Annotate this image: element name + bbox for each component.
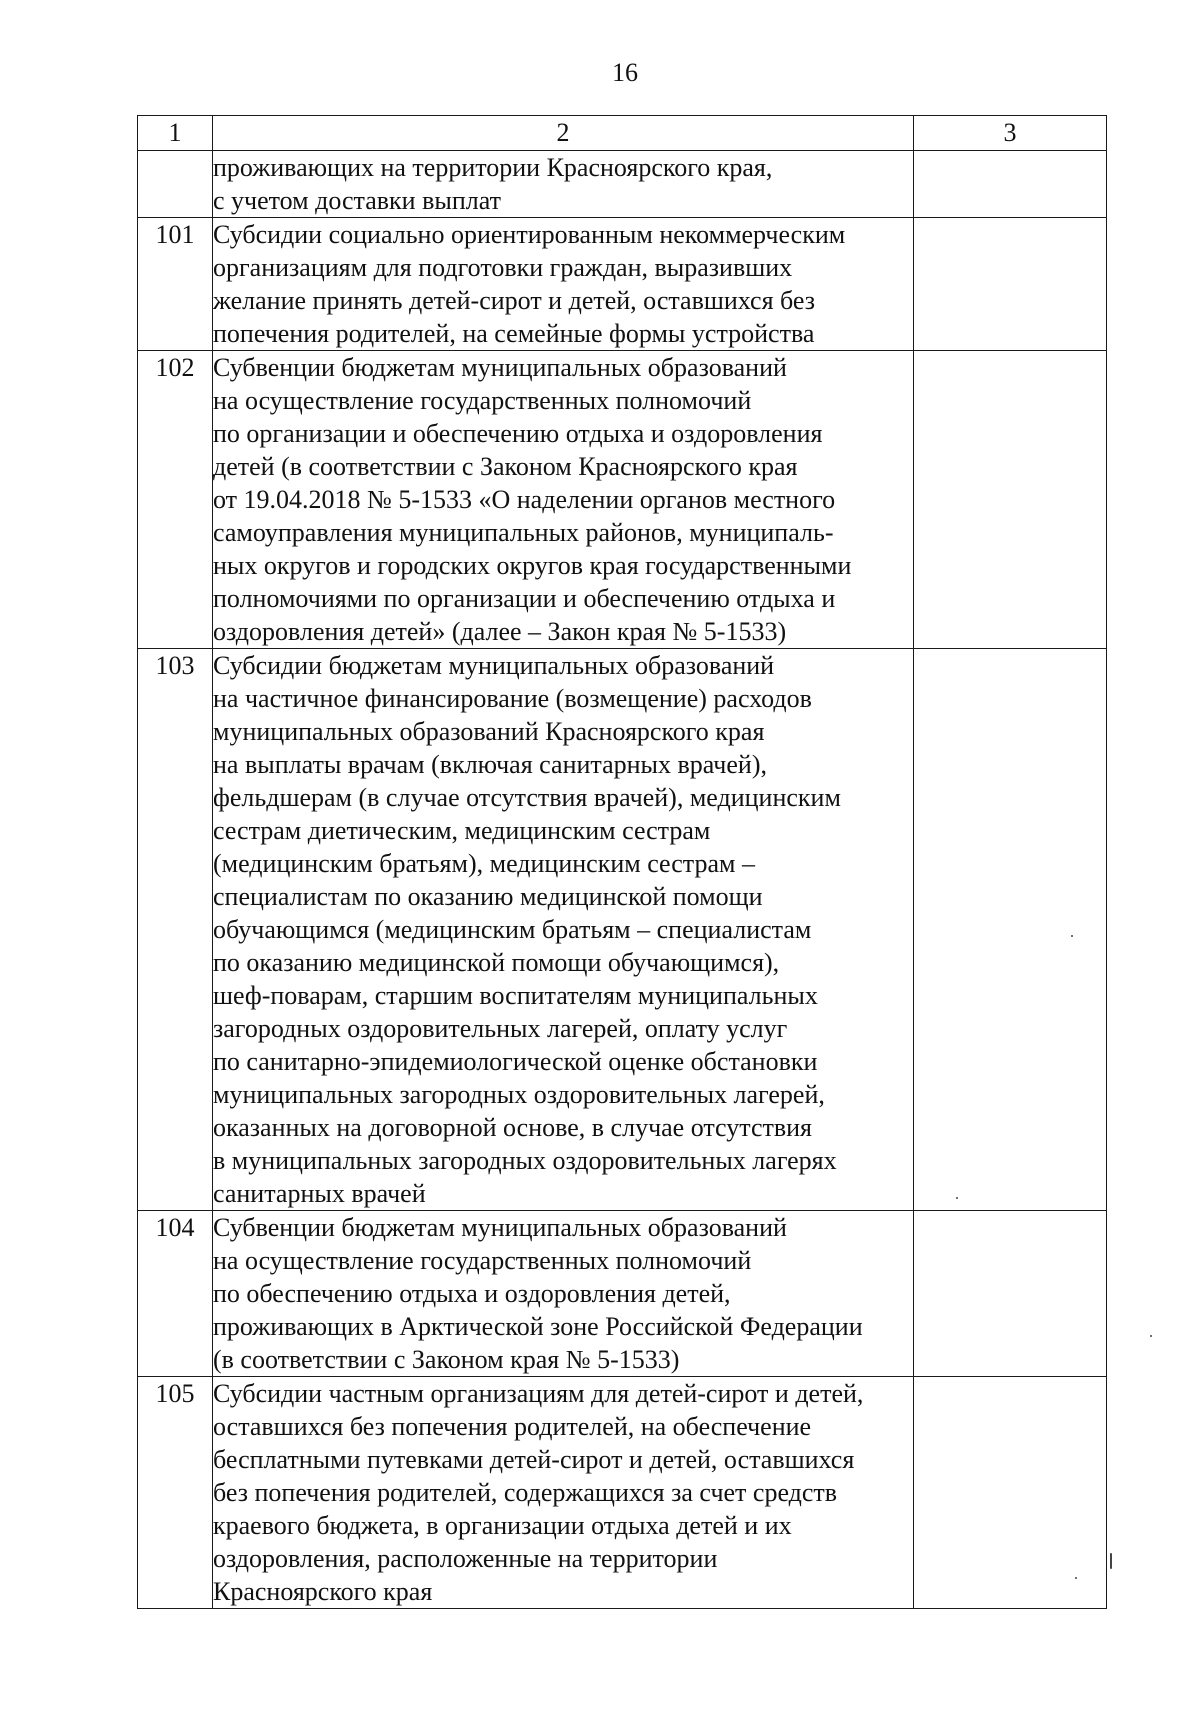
description-line: (в соответствии с Законом края № 5-1533) — [213, 1345, 680, 1374]
row-description — [213, 649, 914, 1211]
description-line: самоуправления муниципальных районов, муниципаль- — [213, 518, 834, 547]
description-line: по санитарно-эпидемиологической оценке обстановки — [213, 1047, 818, 1076]
description-line: по организации и обеспечению отдыха и оздоровления — [213, 419, 823, 448]
description-line: проживающих в Арктической зоне Российской Федерации — [213, 1312, 863, 1341]
row-description — [213, 351, 914, 649]
description-line: сестрам диетическим, медицинским сестрам — [213, 816, 711, 845]
row-description — [213, 1377, 914, 1609]
description-line: загородных оздоровительных лагерей, оплату услуг — [213, 1014, 788, 1043]
description-line: оздоровления детей» (далее – Закон края № 5-1533) — [213, 617, 787, 646]
description-line: Субсидии частным организациям для детей-сирот и детей, — [213, 1379, 864, 1408]
description-line: от 19.04.2018 № 5-1533 «О наделении органов местного — [213, 485, 836, 514]
description-line: специалистам по оказанию медицинской помощи — [213, 882, 763, 911]
row-col-3 — [914, 351, 1107, 649]
description-line: оказанных на договорной основе, в случае отсутствия — [213, 1113, 812, 1142]
description-line: оставшихся без попечения родителей, на обеспечение — [213, 1412, 812, 1441]
row-number: 101 — [138, 218, 213, 351]
table-row — [138, 218, 1107, 351]
description-line: ных округов и городских округов края государственными — [213, 551, 852, 580]
row-number: 103 — [138, 649, 213, 1211]
description-line: оздоровления, расположенные на территории — [213, 1544, 718, 1573]
row-number: 102 — [138, 351, 213, 649]
row-description — [213, 218, 914, 351]
description-line: шеф-поварам, старшим воспитателям муниципальных — [213, 981, 818, 1010]
description-line: проживающих на территории Красноярского края, — [213, 153, 773, 182]
description-line: санитарных врачей — [213, 1179, 426, 1208]
description-line: Субвенции бюджетам муниципальных образований — [213, 353, 787, 382]
description-line: Субсидии социально ориентированным некоммерческим — [213, 220, 846, 249]
table-header-row — [138, 116, 1107, 151]
row-number: 105 — [138, 1377, 213, 1609]
description-line: на осуществление государственных полномочий — [213, 386, 752, 415]
row-col-3 — [914, 218, 1107, 351]
description-line: обучающимся (медицинским братьям – специалистам — [213, 915, 812, 944]
description-line: фельдшерам (в случае отсутствия врачей), медицинским — [213, 783, 841, 812]
row-col-3 — [914, 649, 1107, 1211]
row-description — [213, 151, 914, 218]
scan-speck — [1110, 1553, 1112, 1569]
scan-speck — [1150, 1335, 1152, 1337]
document-table — [137, 115, 1107, 1609]
table-row — [138, 351, 1107, 649]
description-line: на частичное финансирование (возмещение) расходов — [213, 684, 812, 713]
table-body — [138, 116, 1107, 1609]
description-line: бесплатными путевками детей-сирот и детей, оставшихся — [213, 1445, 855, 1474]
description-line: без попечения родителей, содержащихся за счет средств — [213, 1478, 838, 1507]
description-line: краевого бюджета, в организации отдыха детей и их — [213, 1511, 792, 1540]
description-line: желание принять детей-сирот и детей, оставшихся без — [213, 286, 816, 315]
table-row — [138, 649, 1107, 1211]
scan-speck — [1075, 1577, 1077, 1579]
header-col-2: 2 — [213, 116, 914, 151]
description-line: организациям для подготовки граждан, выразивших — [213, 253, 793, 282]
table-row — [138, 1377, 1107, 1609]
description-line: детей (в соответствии с Законом Красноярского края — [213, 452, 798, 481]
description-line: в муниципальных загородных оздоровительных лагерях — [213, 1146, 837, 1175]
row-col-3 — [914, 1377, 1107, 1609]
description-line: с учетом доставки выплат — [213, 186, 501, 215]
description-line: муниципальных загородных оздоровительных лагерей, — [213, 1080, 825, 1109]
header-col-3: 3 — [914, 116, 1107, 151]
description-line: по обеспечению отдыха и оздоровления детей, — [213, 1279, 731, 1308]
row-col-3 — [914, 151, 1107, 218]
row-number — [138, 151, 213, 218]
scan-speck — [1071, 935, 1073, 937]
row-col-3 — [914, 1211, 1107, 1377]
table-row — [138, 151, 1107, 218]
row-description — [213, 1211, 914, 1377]
header-col-1: 1 — [138, 116, 213, 151]
scan-speck — [956, 1197, 958, 1199]
description-line: на осуществление государственных полномочий — [213, 1246, 752, 1275]
description-line: полномочиями по организации и обеспечению отдыха и — [213, 584, 836, 613]
description-line: Красноярского края — [213, 1577, 433, 1606]
table-row — [138, 1211, 1107, 1377]
description-line: попечения родителей, на семейные формы устройства — [213, 319, 815, 348]
description-line: на выплаты врачам (включая санитарных врачей), — [213, 750, 767, 779]
description-line: (медицинским братьям), медицинским сестрам – — [213, 849, 755, 878]
description-line: муниципальных образований Красноярского края — [213, 717, 765, 746]
description-line: Субвенции бюджетам муниципальных образований — [213, 1213, 787, 1242]
description-line: Субсидии бюджетам муниципальных образований — [213, 651, 775, 680]
description-line: по оказанию медицинской помощи обучающимся), — [213, 948, 780, 977]
page-number: 16 — [612, 58, 638, 87]
row-number: 104 — [138, 1211, 213, 1377]
